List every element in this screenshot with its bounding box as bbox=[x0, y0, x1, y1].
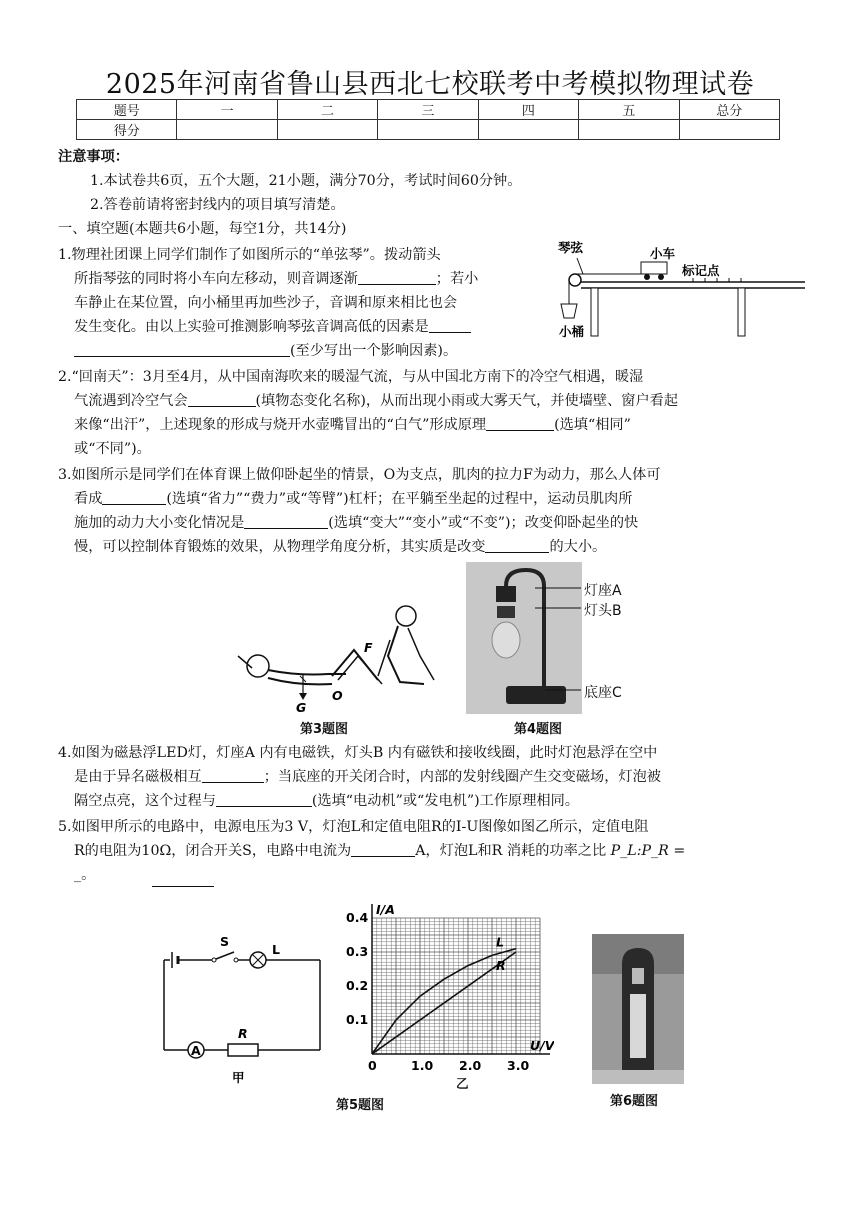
q4-line bbox=[74, 790, 579, 813]
label-jia: 甲 bbox=[232, 1070, 245, 1085]
score-cell[interactable] bbox=[177, 120, 277, 140]
situp-figure bbox=[228, 596, 444, 716]
y-tick-label: 0.1 bbox=[346, 1012, 369, 1027]
lamp-seat-a bbox=[496, 586, 516, 602]
answer-blank[interactable] bbox=[358, 269, 436, 285]
q2-line: 或“不同”)。 bbox=[74, 441, 151, 457]
label-A: A bbox=[191, 1043, 201, 1058]
note-item: 1.本试卷共6页，五个大题，21小题，满分70分，考试时间60分钟。 bbox=[90, 173, 522, 189]
q1-line: 1.物理社团课上同学们制作了如图所示的“单弦琴”。拨动箭头 bbox=[58, 247, 441, 263]
y-tick-label: 0.2 bbox=[346, 978, 369, 993]
label-L: L bbox=[272, 942, 280, 957]
exam-title: 2025年河南省鲁山县西北七校联考中考模拟物理试卷 bbox=[105, 69, 755, 100]
pile-panel bbox=[630, 994, 646, 1058]
score-header-cell: 总分 bbox=[679, 100, 779, 120]
score-row-label: 得分 bbox=[77, 120, 177, 140]
helper-head bbox=[396, 606, 416, 626]
q4-text: ；当底座的开关闭合时，内部的发射线圈产生交变磁场，灯泡被 bbox=[263, 769, 661, 785]
answer-blank[interactable] bbox=[429, 317, 471, 333]
label-string: 琴弦 bbox=[558, 240, 584, 255]
cart-wheel bbox=[644, 274, 650, 280]
section-heading: 一、填空题(本题共6小题，每空1分，共14分) bbox=[58, 221, 347, 237]
switch-blade bbox=[216, 952, 234, 959]
q4-line bbox=[74, 766, 661, 789]
q2-text: (填物态变化名称)，从而出现小雨或大雾天气，并使墙壁、窗户看起 bbox=[255, 393, 679, 409]
q3-line bbox=[74, 488, 632, 511]
q2-text: 来像“出汗”，上述现象的形成与烧开水壶嘴冒出的“白气”形成原理 bbox=[74, 417, 487, 433]
score-cell[interactable] bbox=[679, 120, 779, 140]
score-header-cell: 二 bbox=[277, 100, 377, 120]
score-table-header-row bbox=[77, 100, 780, 120]
score-header-cell: 三 bbox=[378, 100, 478, 120]
score-cell[interactable] bbox=[378, 120, 478, 140]
q1-line bbox=[74, 268, 478, 291]
label-lamp-c: 底座C bbox=[584, 685, 622, 701]
q4-text: 隔空点亮，这个过程与 bbox=[74, 793, 216, 809]
q3-text: (选填“省力”“费力”或“等臂”)杠杆；在平躺至坐起的过程中，运动员肌肉所 bbox=[166, 491, 633, 507]
score-header-cell: 四 bbox=[478, 100, 578, 120]
series-label-L: L bbox=[496, 934, 504, 950]
fig4-caption: 第4题图 bbox=[514, 722, 563, 737]
cart-wheel bbox=[658, 274, 664, 280]
label-lamp-b: 灯头B bbox=[584, 603, 622, 619]
helper-back bbox=[408, 628, 434, 680]
y-tick-label: 0.3 bbox=[346, 944, 369, 959]
q3-text: 的大小。 bbox=[549, 539, 607, 555]
answer-blank[interactable] bbox=[485, 537, 549, 553]
q5-line: 5.如图甲所示的电路中，电源电压为3 V，灯泡L和定值电阻R的I-U图像如图乙所示，定值电阻 bbox=[58, 819, 649, 835]
charging-pile-drawing bbox=[592, 934, 684, 1084]
helper-body bbox=[388, 626, 424, 684]
score-cell[interactable] bbox=[277, 120, 377, 140]
switch-contact bbox=[234, 958, 238, 962]
score-header-cell: 题号 bbox=[77, 100, 177, 120]
answer-blank[interactable] bbox=[202, 767, 264, 783]
q5-line: _。 bbox=[74, 867, 96, 883]
q1-line bbox=[74, 340, 457, 363]
gravity-arrowhead bbox=[299, 693, 307, 700]
x-tick-label: 2.0 bbox=[459, 1058, 482, 1073]
table-leg bbox=[591, 288, 598, 336]
fig6-caption: 第6题图 bbox=[610, 1094, 659, 1109]
q5-line bbox=[74, 840, 685, 863]
chart-grid bbox=[372, 918, 540, 1054]
answer-blank[interactable] bbox=[486, 415, 554, 431]
q3-line bbox=[74, 512, 638, 535]
q5-text: R的电阻为10Ω，闭合开关S，电路中电流为 bbox=[74, 843, 352, 859]
q3-text: 施加的动力大小变化情况是 bbox=[74, 515, 245, 531]
y-axis-label: I/A bbox=[376, 902, 395, 917]
q3-text: 慢，可以控制体育锻炼的效果，从物理学角度分析，其实质是改变 bbox=[74, 539, 486, 555]
label-lamp-a: 灯座A bbox=[584, 583, 622, 599]
q1-text: 发生变化。由以上实验可推测影响琴弦音调高低的因素是 bbox=[74, 319, 429, 335]
score-table bbox=[76, 99, 780, 140]
iu-chart bbox=[344, 900, 554, 1085]
answer-blank[interactable] bbox=[216, 791, 312, 807]
q2-line: 2.“回南天”：3月至4月，从中国南海吹来的暖湿气流，与从中国北方南下的冷空气相遇，暖湿 bbox=[58, 369, 644, 385]
lying-person-back bbox=[268, 678, 332, 684]
lamp-head-b bbox=[497, 606, 515, 618]
label-F: F bbox=[364, 640, 373, 655]
label-cart: 小车 bbox=[650, 246, 676, 261]
resistor-R bbox=[228, 1044, 258, 1056]
answer-blank[interactable] bbox=[74, 341, 290, 357]
q1-text: (至少写出一个影响因素)。 bbox=[290, 343, 458, 359]
q3-line bbox=[74, 536, 606, 559]
label-G: G bbox=[296, 700, 307, 715]
answer-blank[interactable] bbox=[152, 886, 214, 887]
x-axis-label: U/V bbox=[530, 1038, 554, 1053]
answer-blank[interactable] bbox=[351, 841, 415, 857]
switch-pivot bbox=[212, 958, 216, 962]
circuit-diagram bbox=[150, 930, 330, 1090]
q2-text: (选填“相同” bbox=[554, 417, 631, 433]
q2-line bbox=[74, 414, 631, 437]
q1-text: 所指琴弦的同时将小车向左移动，则音调逐渐 bbox=[74, 271, 358, 287]
q5-text: A，灯泡L和R 消耗的功率之比 bbox=[415, 843, 607, 859]
label-R: R bbox=[238, 1026, 248, 1041]
note-item: 2.答卷前请将密封线内的项目填写清楚。 bbox=[90, 197, 345, 213]
q1-line bbox=[74, 316, 471, 339]
fig5-caption: 第5题图 bbox=[336, 1098, 385, 1113]
y-tick-label: 0.4 bbox=[346, 910, 369, 925]
pile-screen bbox=[632, 968, 644, 984]
monochord-figure bbox=[555, 238, 815, 358]
score-cell[interactable] bbox=[478, 120, 578, 140]
table-leg bbox=[738, 288, 745, 336]
bucket bbox=[561, 304, 577, 318]
answer-blank[interactable] bbox=[244, 513, 328, 529]
answer-blank[interactable] bbox=[188, 391, 256, 407]
string-arrow bbox=[577, 258, 583, 274]
label-bucket: 小桶 bbox=[559, 324, 585, 339]
q3-text: (选填“变大”“变小”或“不变”)；改变仰卧起坐的快 bbox=[328, 515, 639, 531]
notes-heading: 注意事项： bbox=[58, 149, 129, 165]
x-tick-label: 3.0 bbox=[507, 1058, 530, 1073]
q1-text: ；若小 bbox=[435, 271, 479, 287]
q3-line: 3.如图所示是同学们在体育课上做仰卧起坐的情景，O为支点，肌肉的拉力F为动力，那么人体可 bbox=[58, 467, 661, 483]
q5-ratio: P_L:P_R = bbox=[610, 843, 686, 859]
fig3-caption: 第3题图 bbox=[300, 722, 349, 737]
label-O: O bbox=[332, 688, 343, 703]
label-S: S bbox=[220, 934, 230, 949]
score-header-cell: 五 bbox=[579, 100, 679, 120]
q4-line: 4.如图为磁悬浮LED灯，灯座A 内有电磁铁，灯头B 内有磁铁和接收线圈，此时灯泡悬浮在空中 bbox=[58, 745, 658, 761]
q2-line bbox=[74, 390, 678, 413]
cart bbox=[641, 262, 667, 274]
ground bbox=[592, 1070, 684, 1084]
label-marks: 标记点 bbox=[682, 263, 720, 278]
label-yi: 乙 bbox=[456, 1076, 469, 1091]
answer-blank[interactable] bbox=[102, 489, 166, 505]
q1-line: 车静止在某位置，向小桶里再加些沙子，音调和原来相比也会 bbox=[74, 295, 458, 311]
bulb bbox=[492, 622, 520, 658]
score-cell[interactable] bbox=[579, 120, 679, 140]
score-header-cell: 一 bbox=[177, 100, 277, 120]
q3-text: 看成 bbox=[74, 491, 103, 507]
x-tick-label: 1.0 bbox=[411, 1058, 434, 1073]
pulley bbox=[569, 274, 581, 286]
series-label-R: R bbox=[496, 958, 506, 973]
charging-pile-photo bbox=[592, 934, 684, 1084]
q4-text: (选填“电动机”或“发电机”)工作原理相同。 bbox=[311, 793, 579, 809]
q2-text: 气流遇到冷空气会 bbox=[74, 393, 188, 409]
q4-text: 是由于异名磁极相互 bbox=[74, 769, 202, 785]
score-table-score-row bbox=[77, 120, 780, 140]
x-tick-label: 0 bbox=[368, 1058, 377, 1073]
